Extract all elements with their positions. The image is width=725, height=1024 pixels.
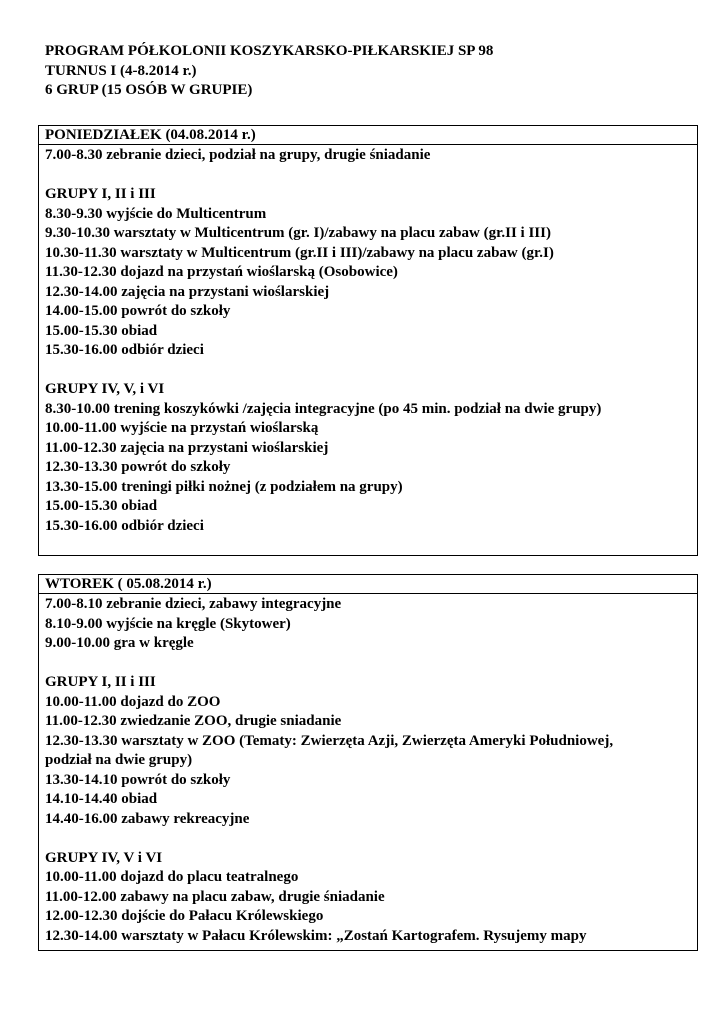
tuesday-table: [38, 574, 698, 951]
tuesday-body: [39, 594, 697, 946]
schedule-item: 14.10-14.40 obiad: [45, 791, 158, 807]
program-title: PROGRAM PÓŁKOLONII KOSZYKARSKO-PIŁKARSKIEJ SP 98: [45, 43, 494, 59]
schedule-item: 12.30-14.00 zajęcia na przystani wioślarskiej: [45, 283, 330, 300]
tuesday-intro-item: 7.00-8.10 zebranie dzieci, zabawy integracyjne: [45, 596, 342, 612]
spacer: [45, 829, 697, 849]
schedule-item: 11.00-12.30 zajęcia na przystani wioślarskiej: [45, 439, 329, 456]
schedule-item: 14.00-15.00 powrót do szkoły: [45, 303, 231, 319]
spacer: [45, 654, 697, 674]
schedule-item: 13.30-14.10 powrót do szkoły: [45, 771, 231, 788]
schedule-item: 11.30-12.30 dojazd na przystań wioślarską (Osobowice): [45, 264, 398, 280]
schedule-item: 12.30-13.30 powrót do szkoły: [45, 459, 231, 475]
schedule-item: 11.00-12.30 zwiedzanie ZOO, drugie sniadanie: [45, 713, 342, 729]
schedule-item: 9.30-10.30 warsztaty w Multicentrum (gr. I)/zabawy na placu zabaw (gr.II i III): [45, 225, 551, 241]
turnus-line: TURNUS I (4-8.2014 r.): [45, 62, 197, 79]
schedule-item: 12.30-13.30 warsztaty w ZOO (Tematy: Zwierzęta Azji, Zwierzęta Ameryki Południowej,: [45, 732, 614, 749]
monday-group-b-heading: GRUPY IV, V, i VI: [45, 381, 165, 397]
monday-group-a-heading: GRUPY I, II i III: [45, 186, 156, 202]
schedule-item: 10.30-11.30 warsztaty w Multicentrum (gr.II i III)/zabawy na placu zabaw (gr.I): [45, 244, 554, 261]
tuesday-group-a-heading: GRUPY I, II i III: [45, 674, 156, 690]
spacer: [45, 361, 697, 381]
schedule-item: 11.00-12.00 zabawy na placu zabaw, drugie śniadanie: [45, 888, 385, 905]
tuesday-intro-item: 9.00-10.00 gra w kręgle: [45, 635, 194, 651]
schedule-item: 15.00-15.30 obiad: [45, 322, 158, 339]
schedule-item: 12.30-14.00 warsztaty w Pałacu Królewskim: „Zostań Kartografem. Rysujemy mapy: [45, 927, 587, 944]
tuesday-title: WTOREK ( 05.08.2014 r.): [39, 575, 697, 594]
monday-body: [39, 145, 697, 536]
document-header: [45, 42, 695, 101]
schedule-item: 10.00-11.00 wyjście na przystań wioślarską: [45, 420, 319, 436]
schedule-item: podział na dwie grupy): [45, 752, 193, 768]
tuesday-group-b-heading: GRUPY IV, V i VI: [45, 849, 163, 866]
schedule-item: 8.30-9.30 wyjście do Multicentrum: [45, 205, 267, 222]
schedule-item: 13.30-15.00 treningi piłki nożnej (z podziałem na grupy): [45, 478, 403, 495]
schedule-item: 10.00-11.00 dojazd do ZOO: [45, 693, 221, 710]
schedule-item: 15.00-15.30 obiad: [45, 498, 158, 514]
spacer: [45, 166, 697, 186]
schedule-item: 15.30-16.00 odbiór dzieci: [45, 517, 204, 534]
schedule-item: 14.40-16.00 zabawy rekreacyjne: [45, 810, 250, 827]
schedule-item: 15.30-16.00 odbiór dzieci: [45, 342, 204, 358]
schedule-item: 12.00-12.30 dojście do Pałacu Królewskiego: [45, 908, 324, 924]
tuesday-intro-item: 8.10-9.00 wyjście na kręgle (Skytower): [45, 615, 291, 632]
monday-title: PONIEDZIAŁEK (04.08.2014 r.): [39, 126, 697, 145]
schedule-item: 8.30-10.00 trening koszykówki /zajęcia integracyjne (po 45 min. podział na dwie grupy): [45, 400, 602, 417]
monday-intro: 7.00-8.30 zebranie dzieci, podział na grupy, drugie śniadanie: [45, 147, 431, 163]
groups-line: 6 GRUP (15 OSÓB W GRUPIE): [45, 82, 253, 98]
monday-table: [38, 125, 698, 556]
schedule-item: 10.00-11.00 dojazd do placu teatralnego: [45, 869, 299, 885]
